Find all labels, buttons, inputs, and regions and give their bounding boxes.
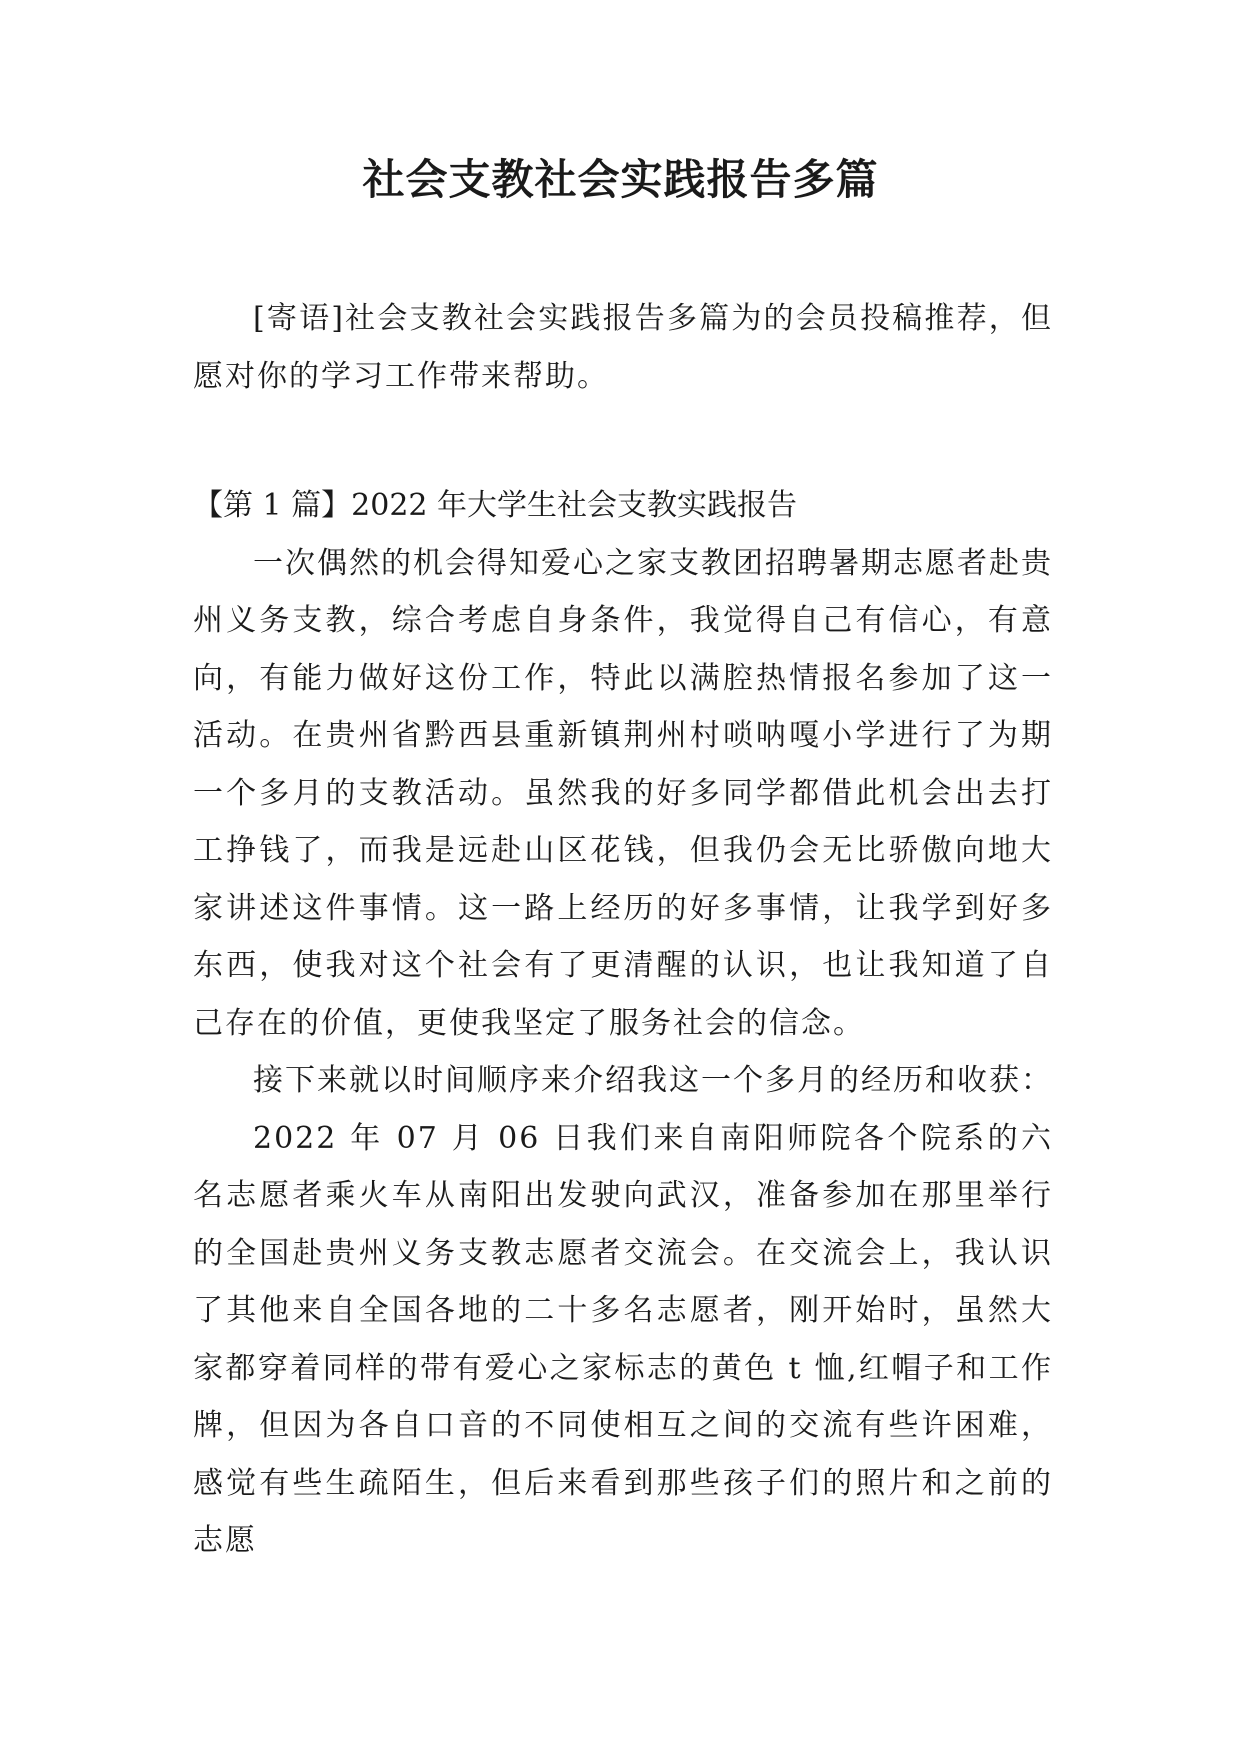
- body-paragraph: 一次偶然的机会得知爱心之家支教团招聘暑期志愿者赴贵州义务支教，综合考虑自身条件，我觉得自己有信心，有意向，有能力做好这份工作，特此以满腔热情报名参加了这一活动。在贵州省黔西县重新镇荆州村唢呐嘎小学进行了为期一个多月的支教活动。虽然我的好多同学都借此机会出去打工挣钱了，而我是远赴山区花钱，但我仍会无比骄傲向地大家讲述这件事情。这一路上经历的好多事情，让我学到好多东西，使我对这个社会有了更清醒的认识，也让我知道了自己存在的价值，更使我坚定了服务社会的信念。: [193, 545, 1053, 1041]
- document-body: [193, 290, 1053, 1570]
- body-paragraph: 2022 年 07 月 06 日我们来自南阳师院各个院系的六名志愿者乘火车从南阳出发驶向武汉，准备参加在那里举行的全国赴贵州义务支教志愿者交流会。在交流会上，我认识了其他来自全国各地的二十多名志愿者，刚开始时，虽然大家都穿着同样的带有爱心之家标志的黄色 t 恤,红帽子和工作牌，但因为各自口音的不同使相互之间的交流有些许困难，感觉有些生疏陌生，但后来看到那些孩子们的照片和之前的志愿: [193, 1120, 1053, 1558]
- spacer: [193, 405, 1053, 477]
- section-heading: 【第 1 篇】2022 年大学生社会支教实践报告: [193, 488, 798, 523]
- document-title: 社会支教社会实践报告多篇: [362, 155, 879, 204]
- body-paragraph: 接下来就以时间顺序来介绍我这一个多月的经历和收获：: [253, 1063, 1053, 1098]
- preface-paragraph: [寄语]社会支教社会实践报告多篇为的会员投稿推荐，但愿对你的学习工作带来帮助。: [193, 301, 1053, 394]
